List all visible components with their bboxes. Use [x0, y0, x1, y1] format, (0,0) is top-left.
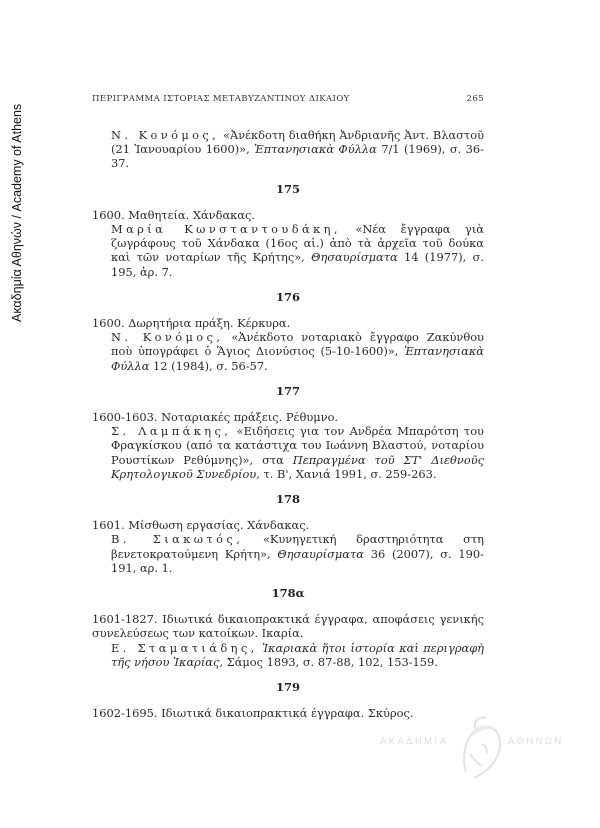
- entry-date-line: 1600. Δωρητήρια πράξη. Κέρκυρα.: [92, 316, 291, 331]
- running-title: ΠΕΡΙΓΡΑΜΜΑ ΙΣΤΟΡΙΑΣ ΜΕΤΑΒΥΖΑΝΤΙΝΟΥ ΔΙΚΑΙΟΥ: [92, 94, 350, 104]
- page: [92, 0, 484, 828]
- reference-author: Ν. Κονόμος,: [111, 128, 220, 142]
- reference-author: Ε. Σταματιάδης,: [111, 640, 258, 655]
- reference-tail: 7/1 (1969), σ. 36-37.: [111, 142, 484, 171]
- entry-date-line: 1601-1827. Ιδιωτικά δικαιοπρακτικά έγγραφα, αποφάσεις γενικής συνελεύσεως των κατοίκων. Ικαρία.: [92, 612, 484, 641]
- reference-author: Ν. Κονόμος,: [111, 330, 224, 345]
- entry-number: 179: [275, 680, 300, 695]
- watermark-word-right: ΑΘΗΝΩΝ: [508, 736, 564, 747]
- reference-journal: Πεπραγμένα τοῦ ΣΤ' Διεθνοῦς Κρητολογικοῦ Συνεδρίου,: [111, 452, 484, 481]
- reference-journal: Ἰκαριακὰ ἤτοι ἱστορία καὶ περιγραφὴ τῆς νήσου Ἰκαρίας,: [111, 640, 485, 669]
- reference-text: «Ἀνέκδοτη διαθήκη Ἀνδριανῆς Ἀντ. Βλαστοῦ (21 Ἰανουαρίου 1600)»,: [111, 128, 484, 157]
- entry-reference: [111, 330, 484, 373]
- reference-text: «Ειδήσεις για τον Ανδρέα Μπαρότση του Φραγκίσκου (από τα κατάστιχα του Ιωάννη Βλαστού, νοταρίου Ρουστίκων Ρεθύμνης)», στα: [111, 424, 484, 467]
- entry-date-line: 1600-1603. Νοταριακές πράξεις. Ρέθυμνο.: [92, 410, 339, 425]
- page-number: 265: [466, 94, 484, 104]
- entry-number: 175: [275, 181, 300, 196]
- entry-number: 178: [275, 492, 300, 507]
- reference-journal: Ἑπτανησιακὰ Φύλλα: [254, 142, 377, 157]
- reference-author: Σ. Λαμπάκης,: [111, 424, 232, 439]
- reference-text: «Νέα ἔγγραφα γιὰ ζωγράφους τοῦ Χάνδακα (16ος αἰ.) ἀπὸ τὰ ἀρχεῖα τοῦ δούκα καὶ τῶν νοταρίων τῆς Κρήτης»,: [111, 222, 484, 265]
- entry-reference: [111, 424, 484, 481]
- reference-tail: 14 (1977), σ. 195, ἀρ. 7.: [111, 250, 485, 279]
- entry-reference: [111, 532, 484, 575]
- reference-tail: 36 (2007), σ. 190-191, αρ. 1.: [111, 546, 484, 575]
- entry-date-line: 1602-1695. Ιδιωτικά δικαιοπρακτικά έγγραφα. Σκύρος.: [92, 706, 414, 721]
- entry-number: 176: [275, 289, 300, 304]
- reference-journal: Θησαυρίσματα: [277, 546, 364, 561]
- academy-watermark-logo: [380, 708, 580, 788]
- side-label: [6, 42, 28, 322]
- continued-reference: [111, 128, 484, 171]
- reference-journal: Θησαυρίσματα: [311, 250, 398, 265]
- catalog-content: [92, 118, 484, 721]
- reference-text: «Κυνηγετική δραστηριότητα στη βενετοκρατούμενη Κρήτη»,: [111, 532, 484, 561]
- athena-head-icon: [452, 714, 508, 784]
- watermark-word-left: ΑΚΑΔΗΜΙΑ: [380, 736, 449, 747]
- entry-number: 178α: [271, 586, 305, 601]
- reference-author: Β. Σιακωτός,: [111, 532, 244, 547]
- reference-tail: Σάμος 1893, σ. 87-88, 102, 153-159.: [223, 654, 438, 669]
- reference-journal: Ἑπτανησιακὰ Φύλλα: [111, 344, 484, 373]
- entry-date-line: 1600. Μαθητεία. Χάνδακας.: [92, 207, 255, 222]
- entry-reference: [111, 641, 484, 669]
- entry-number: 177: [275, 383, 300, 398]
- entry-date-line: 1601. Μίσθωση εργασίας. Χάνδακας.: [92, 518, 310, 533]
- reference-text: «Ἀνέκδοτο νοταριακὸ ἔγγραφο Ζακύνθου ποὺ ὑπογράφει ὁ Ἅγιος Διονύσιος (5-10-1600)»,: [111, 330, 484, 359]
- reference-tail: τ. Β', Χανιά 1991, σ. 259-263.: [259, 466, 437, 481]
- reference-author: Μαρία Κωνσταντουδάκη,: [111, 222, 341, 237]
- entry-reference: [111, 222, 484, 279]
- reference-tail: 12 (1984), σ. 56-57.: [149, 358, 268, 373]
- academy-label: Ακαδημία Αθηνών / Academy of Athens: [10, 103, 24, 322]
